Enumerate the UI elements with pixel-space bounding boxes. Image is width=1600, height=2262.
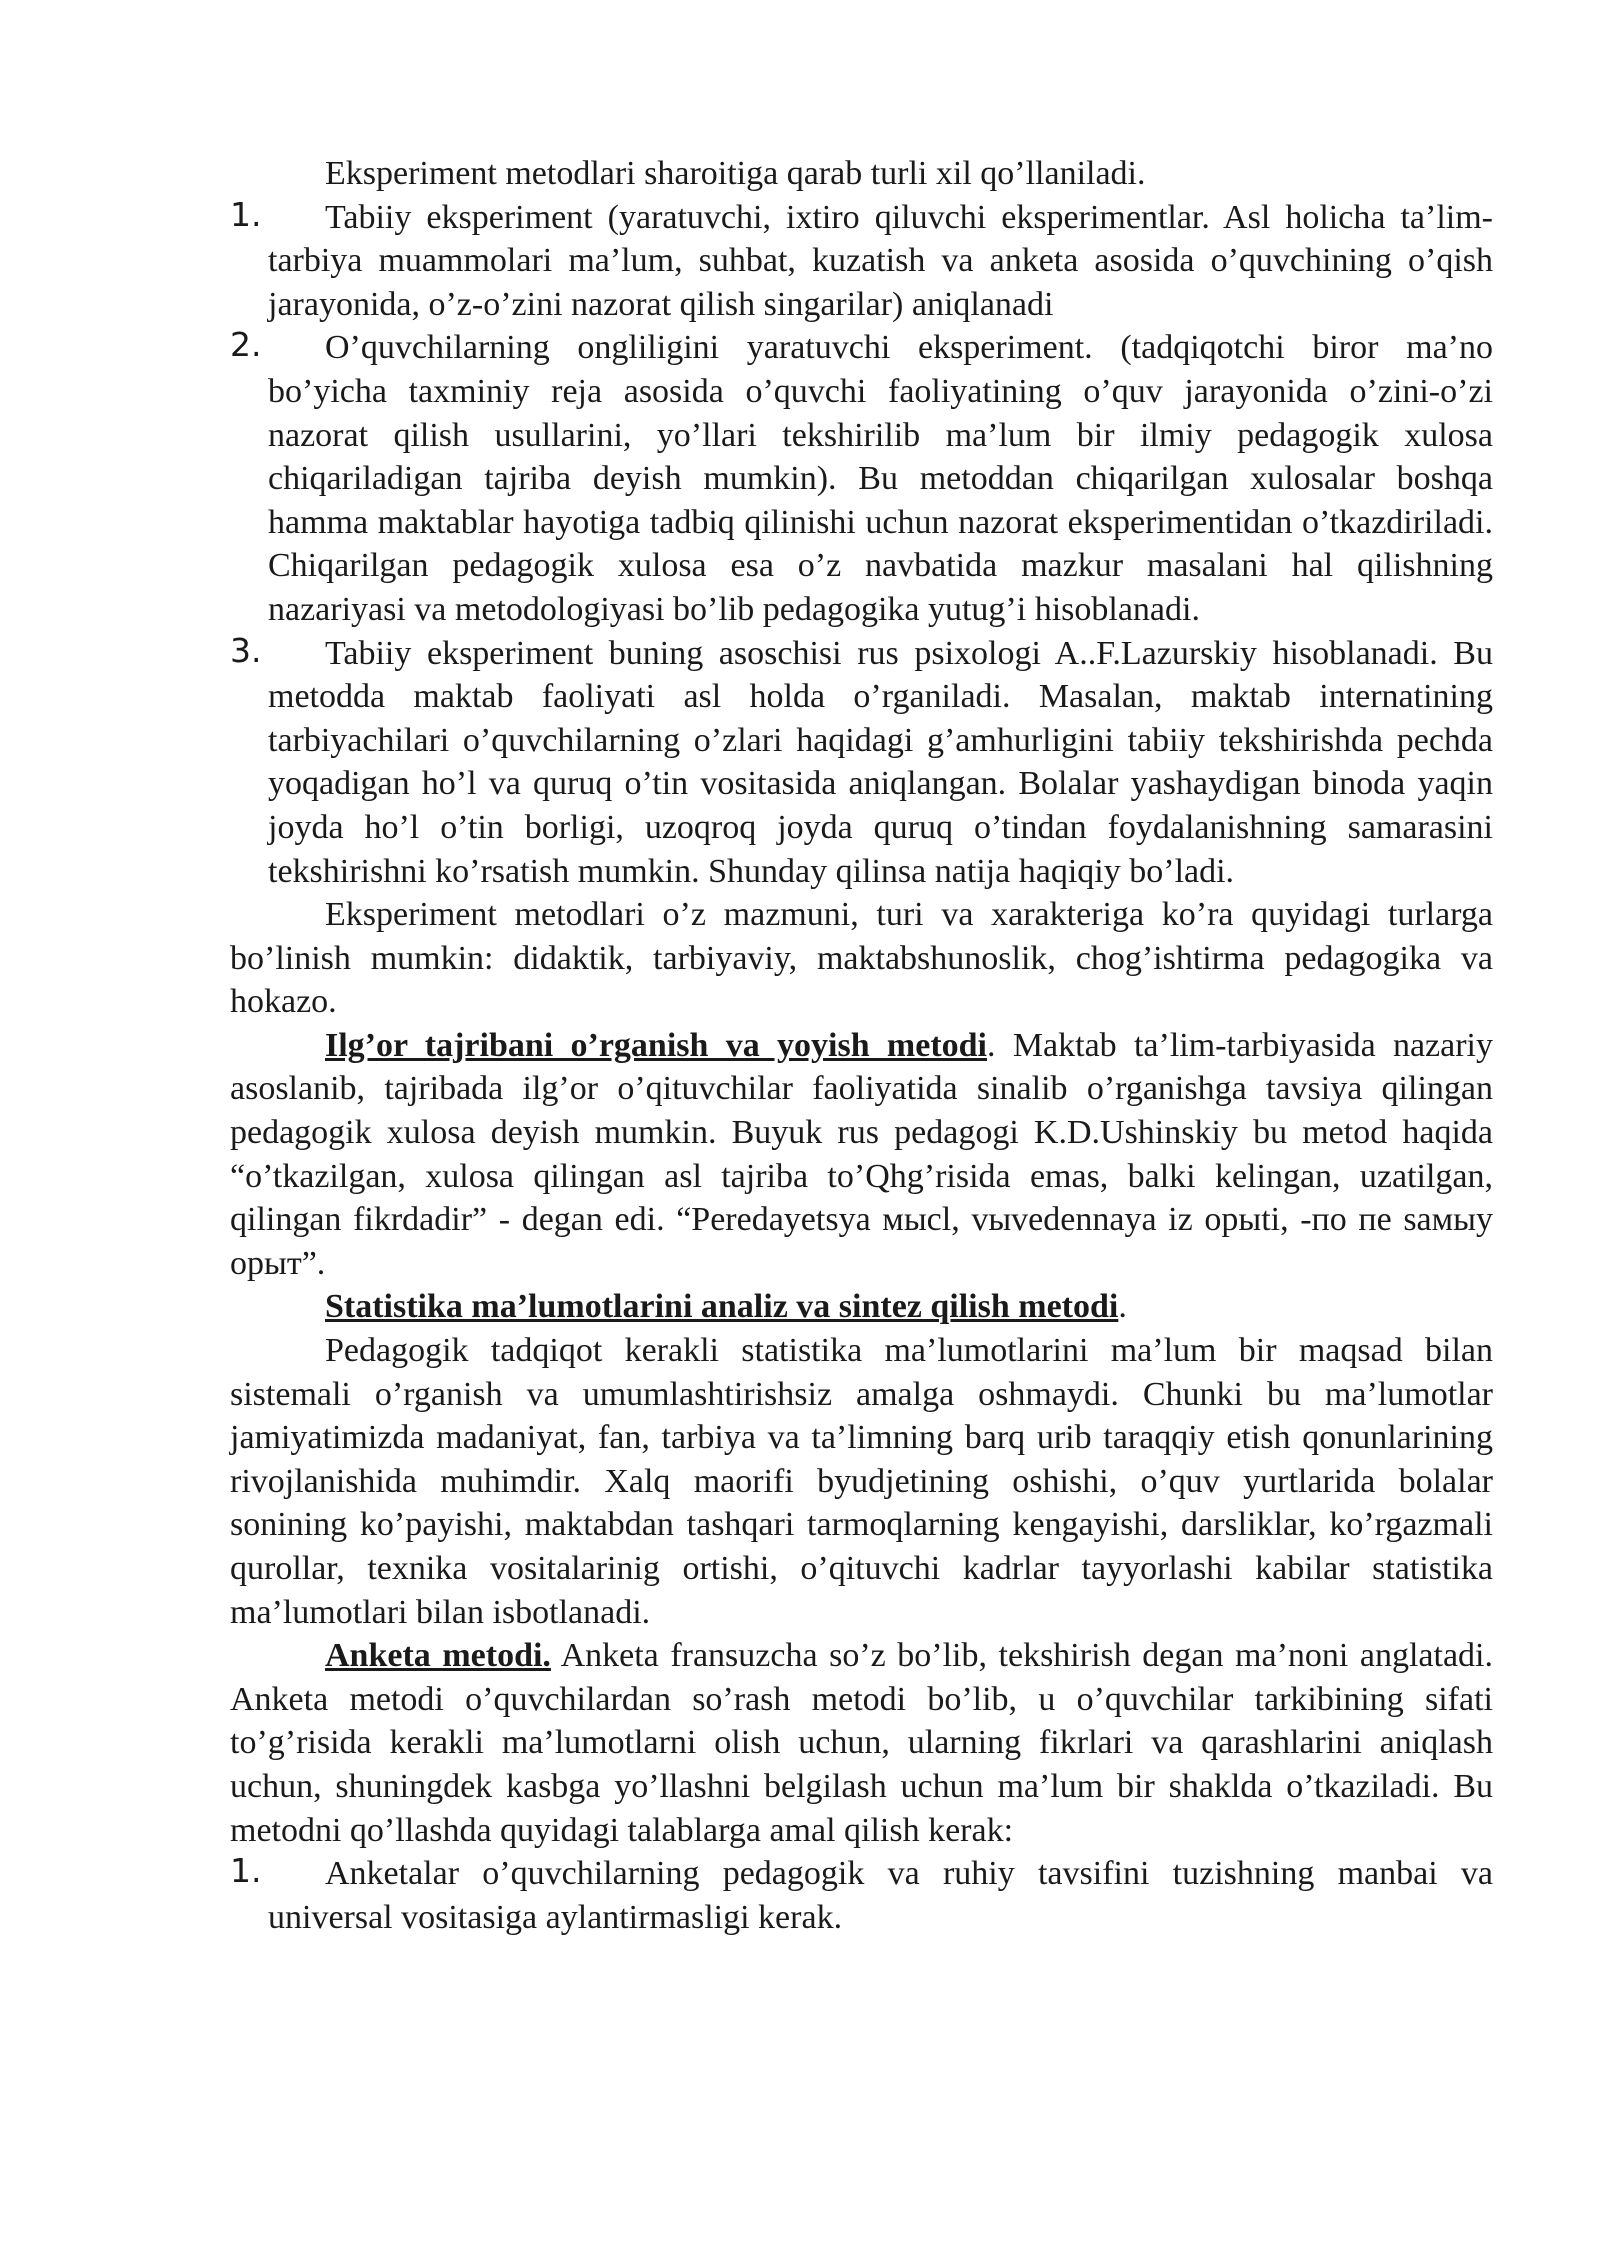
list-item	[230, 326, 1493, 631]
list-number: 3.	[230, 630, 262, 670]
section-ilgor-paragraph	[230, 1024, 1493, 1286]
section-heading: Statistika ma’lumotlarini analiz va sintez qilish metodi	[325, 1288, 1119, 1326]
types-paragraph: Eksperiment metodlari o’z mazmuni, turi va xarakteriga ko’ra quyidagi turlarga bo’linish mumkin: didaktik, tarbiyaviy, maktabshunoslik, chog’ishtirma pedagogika va hokazo.	[230, 896, 1493, 1021]
heading-punctuation: .	[1118, 1288, 1127, 1326]
list-item	[230, 1852, 1493, 1939]
intro-paragraph: Eksperiment metodlari sharoitiga qarab turli xil qo’llaniladi.	[325, 155, 1146, 192]
list-item	[230, 632, 1493, 894]
document-page	[230, 152, 1493, 1939]
list-item-text: O’quvchilarning ongliligini yaratuvchi eksperiment. (tadqiqotchi biror ma’no bo’yicha taxminiy reja asosida o’quvchi faoliyatining o’quv jarayonida o’zini-o’zi nazorat qilish usullarini, yo’llari tekshirilib ma’lum bir ilmiy pedagogik xulosa chiqariladigan tajriba deyish mumkin). Bu metoddan chiqarilgan xulosalar boshqa hamma maktablar hayotiga tadbiq qilinishi uchun nazorat eksperimentidan o’tkazdiriladi. Chiqarilgan pedagogik xulosa esa o’z navbatida mazkur masalani hal qilishning nazariyasi va metodologiyasi bo’lib pedagogika yutug’i hisoblanadi.	[268, 329, 1493, 628]
section-stat-heading-line	[230, 1285, 1493, 1329]
list-number: 1.	[230, 1851, 262, 1891]
list-number: 1.	[230, 194, 262, 234]
section-heading: Ilg’or tajribani o’rganish va yoyish metodi	[325, 1026, 988, 1064]
list-item-text: Tabiiy eksperiment buning asoschisi rus psixologi A..F.Lazurskiy hisoblanadi. Bu metodda maktab faoliyati asl holda o’rganiladi. Masalan, maktab internatining tarbiyachilari o’quvchilarning o’zlari haqidagi g’amhurligini tabiiy tekshirishda pechda yoqadigan ho’l va quruq o’tin vositasida aniqlangan. Bolalar yashaydigan binoda yaqin joyda ho’l o’tin borligi, uzoqroq joyda quruq o’tindan foydalanishning samarasini tekshirishni ko’rsatish mumkin. Shunday qilinsa natija haqiqiy bo’ladi.	[268, 634, 1493, 890]
list-item-text: Anketalar o’quvchilarning pedagogik va ruhiy tavsifini tuzishning manbai va universal vositasiga aylantirmasligi kerak.	[268, 1855, 1493, 1936]
section-stat-paragraph: Pedagogik tadqiqot kerakli statistika ma’lumotlarini ma’lum bir maqsad bilan sistemali o’rganish va umumlashtirishsiz amalga oshmaydi. Chunki bu ma’lumotlar jamiyatimizda madaniyat, fan, tarbiya va ta’limning barq urib taraqqiy etish qonunlarining rivojlanishida muhimdir. Xalq maorifi byudjetining oshishi, o’quv yurtlarida bolalar sonining ko’payishi, maktabdan tashqari tarmoqlarning kengayishi, darsliklar, ko’rgazmali qurollar, texnika vositalarinig ortishi, o’qituvchi kadrlar tayyorlashi kabilar statistika ma’lumotlari bilan isbotlanadi.	[230, 1332, 1493, 1631]
section-anketa-paragraph	[230, 1634, 1493, 1852]
list-item-text: Tabiiy eksperiment (yaratuvchi, ixtiro qiluvchi eksperimentlar. Asl holicha ta’lim-tarbiya muammolari ma’lum, suhbat, kuzatish va anketa asosida o’quvchining o’qish jarayonida, o’z-o’zini nazorat qilish singarilar) aniqlanadi	[268, 198, 1493, 323]
section-text: Anketa fransuzcha so’z bo’lib, tekshirish degan ma’noni anglatadi. Anketa metodi o’quvchilardan so’rash metodi bo’lib, u o’quvchilar tarkibining sifati to’g’risida kerakli ma’lumotlarni olish uchun, ularning fikrlari va qarashlarini aniqlash uchun, shuningdek kasbga yo’llashni belgilash uchun ma’lum bir shaklda o’tkaziladi. Bu metodni qo’llashda quyidagi talablarga amal qilish kerak:	[230, 1637, 1493, 1849]
heading-punctuation: .	[987, 1026, 996, 1064]
section-heading: Anketa metodi.	[325, 1637, 551, 1675]
list-number: 2.	[230, 325, 262, 365]
section-text: Maktab ta’lim-tarbiyasida nazariy asoslanib, tajribada ilg’or o’qituvchilar faoliyatida sinalib o’rganishga tavsiya qilingan pedagogik xulosa deyish mumkin. Buyuk rus pedagogi K.D.Ushinskiy bu metod haqida “o’tkazilgan, xulosa qilingan asl tajriba to’Qhg’risida emas, balki kelingan, uzatilgan, qilingan fikrdadir” - degan edi. “Peredayetsya мысl, vыvedennaya iz орыti, -по пе saмыу орыт”.	[230, 1026, 1493, 1282]
list-item	[230, 196, 1493, 327]
